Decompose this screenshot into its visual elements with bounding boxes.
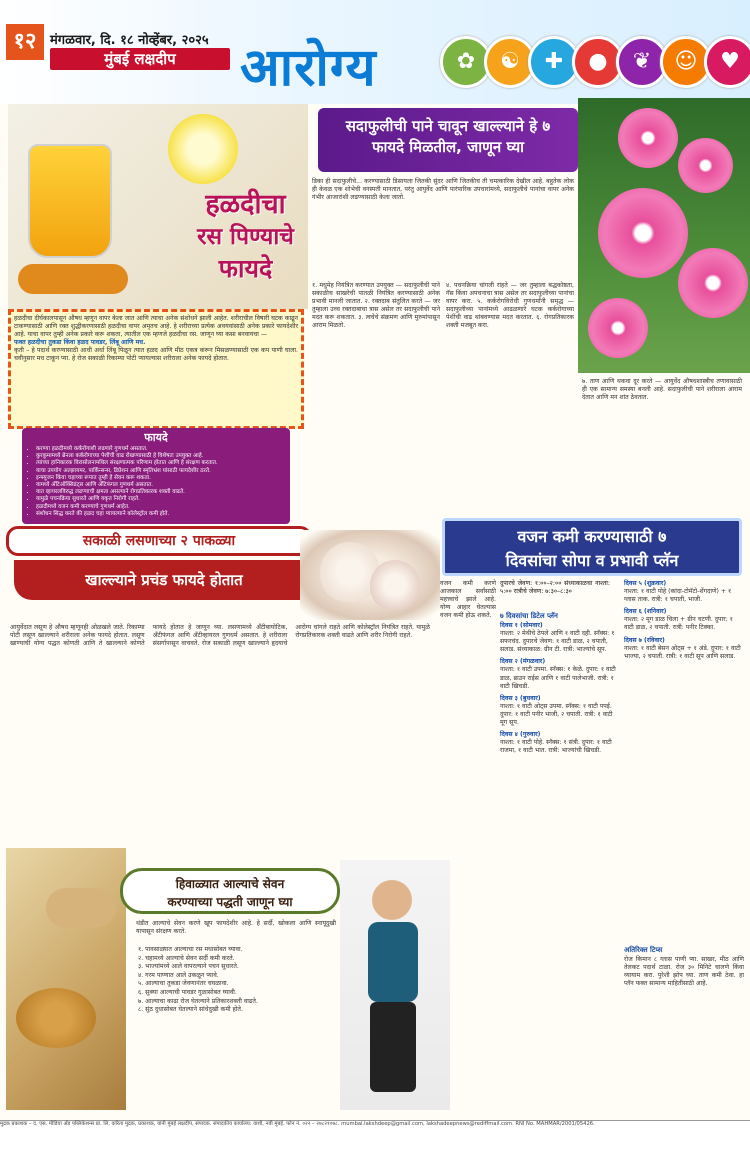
plan-day-title: दिवस ४ (गुरुवार) (500, 731, 541, 739)
health-icon-row (440, 36, 750, 96)
ginger-item: ६. सुक्या आल्याची पावडर गुळासोबत घ्यावी. (138, 988, 237, 996)
plan-day-text: नाश्ता: १ वाटी पोहे. स्नॅक्स: १ संत्री. दुपार: १ वाटी राजमा, १ वाटी भात. रात्री: भाज्यांची खिचडी. (500, 739, 612, 755)
benefit-item: • इन्फ्युजन किंवा चहाच्या रूपात तुम्ही हे सेवन करू शकता. (36, 475, 284, 482)
lemon-slice (168, 114, 238, 184)
plan-day (500, 695, 620, 727)
benefit-item: • कुरकुमामध्ये ब्रेनला कर्करोगाच्या पेशींची वाढ रोखण्यासाठी हे विशेषतः उपयुक्त आहे. (36, 453, 284, 460)
plan-day (624, 608, 744, 632)
periwinkle-headline: सदाफुलीची पाने चावून खाल्ल्याने हे ७ फायदे मिळतील, जाणून घ्या (318, 108, 578, 172)
weightloss-schedule: दुपारचे जेवण: १:००–२:०० संध्याकाळचा नाश्ता: ५:०० रात्रीचे जेवण: ७:३०–८:३० (500, 580, 610, 595)
fitness-icon: ✚ (528, 36, 580, 88)
newspaper-name: मुंबई लक्षदीप (50, 48, 230, 70)
periwinkle-photo (578, 98, 750, 373)
ginger-intro: थंडीत आल्याचे सेवन करणे खूप फायदेशीर आहे. हे सर्दी, खोकला आणि स्नायूदुखी यापासून संरक्षण करते. (136, 920, 336, 935)
benefit-item: • यामध्ये अँटिऑक्सिडंट्स आणि अँटिफंगल गुणधर्म असतात. (36, 482, 284, 489)
woman-measuring-tape-photo (340, 860, 450, 1110)
ginger-root (46, 888, 116, 928)
ginger-powder-bowl (16, 988, 96, 1048)
benefit-item: • हळदीमध्ये वजन कमी करण्याचे गुणधर्म आहेत. (36, 504, 284, 511)
turmeric-headline-1: हळदीचा (205, 189, 286, 220)
benefit-item: • संशोधन सिद्ध करते की हळद चहा प्यायल्याने कोलेस्ट्रॉल कमी होते. (36, 511, 284, 518)
section-title: आरोग्य (240, 37, 377, 98)
page-number: १२ (6, 24, 44, 60)
garlic-headline-1: सकाळी लसणाच्या २ पाकळ्या (6, 526, 312, 556)
plan-day (624, 637, 744, 661)
benefit-item: • याचा उपयोग अल्झायमर, पार्किन्सन्स, डिप्रेशन आणि स्मृतिभ्रंश यांसाठी फायदेशीर ठरते. (36, 468, 284, 475)
turmeric-body: हळदीचा दीर्घकालपासून औषध म्हणून वापर केला जात आणि त्याचा अनेक संशोधने झाली आहेत. शरीराचील विषारी घटक काढून टाकण्यासाठी आणि रक्त शुद्धीकरणासाठी हळदीचा वापर अमृतच आहे. हे शरीराच्या प्रत्येक अवयवांसाठी अनेक प्रकारे फायदेशीर आहे. याचा वापर तुम्ही अनेक प्रकारे करू शकता, त्यातील एक म्हणजे हळदीचा रस. जाणून घ्या कसा बनवायचा — (14, 315, 298, 338)
plan-day-title: दिवस ६ (शनिवार) (624, 608, 667, 616)
ginger-item: ८. सुंठ दुधासोबत घेतल्याने सांधेदुखी कमी होते. (138, 1006, 243, 1014)
garlic-body: आयुर्वेदात लसूण हे औषध म्हणूनही ओळखले जाते. रिकाम्या पोटी लसूण खाल्ल्याने शरीराला अनेक फायदे होतात. लसूण खाण्याची योग्य पद्धत कोणती आणि ते खाल्ल्याने कोणते फायदे होतात हे जाणून घ्या. लसणामध्ये अँटीबायोटिक, अँटीफंगल आणि अँटीव्हायरल गुणधर्म असतात. हे शरीराला संसर्गापासून वाचवते. रोज सकाळी लसूण खाल्ल्याने हृदयाचे आरोग्य चांगले राहते आणि कोलेस्ट्रॉल नियंत्रित राहते. यामुळे रोगप्रतिकारक शक्ती वाढते आणि शरीर निरोगी राहते. (10, 624, 430, 647)
plan-day-text: नाश्ता: १ वाटी उपमा. स्नॅक्स: १ केळे. दुपार: १ वाटी डाळ, ब्राउन राईस आणि १ वाटी पालेभाजी. रात्री: १ वाटी खिचडी. (500, 666, 616, 690)
garlic-headline-2: खाल्ल्याने प्रचंड फायदे होतात (14, 560, 314, 600)
periwinkle-points-right: ४. पचनक्रिया चांगली राहते — जर तुम्हाला बद्धकोष्ठता, गॅस किंवा अपचनाचा त्रास असेल तर सदाफुलीच्या पानांचा वापर करा. ५. कर्करोगविरोधी गुणधर्मांनी समृद्ध — सदाफुलीच्या पानांमध्ये आढळणारे घटक कर्करोगाच्या पेशींची वाढ थांबवण्यास मदत करतात. ६. रोगप्रतिकारक शक्ती मजबूत करा. (446, 282, 574, 329)
benefit-item: • यामुळे पचनक्रिया सुधारते आणि यकृत निरोगी राहते. (36, 496, 284, 503)
periwinkle-point-7: ७. ताण आणि थकवा दूर करते — आयुर्वेद औषधशास्त्रीच तणावासाठी ही एक सामान्य समस्या बनली आहे. सदाफुलीची पाने शरीराला आराम देतात आणि मन शांत ठेवतात. (582, 378, 742, 401)
turmeric-root (18, 264, 128, 294)
garlic-banner-area (6, 520, 316, 620)
weightloss-headline-1: वजन कमी करण्यासाठी ७ (517, 527, 667, 546)
turmeric-recipe-body: कृती – हे पदार्थ करण्यासाठी आधी अर्धा लिंबू पिळून त्यात हळद आणि मीठ एकत्र करून मिसळण्यासाठी एक कप पाणी घाला. चवीनुसार मध टाकून प्या. हे रोज सकाळी रिकाम्या पोटी प्यायल्यास शरीराला अनेक फायदे होतात. (14, 347, 298, 362)
juice-glass (28, 144, 112, 258)
plan-day-title: दिवस १ (सोमवार) (500, 622, 543, 629)
ginger-headline-2: करण्याच्या पद्धती जाणून घ्या (167, 895, 293, 909)
ginger-item: ४. गरम पाण्यात आले उकळून प्यावे. (138, 971, 219, 979)
plan-day-text: नाश्ता: २ मेथीचे ठेपले आणि १ वाटी दही. स्नॅक्स: १ सफरचंद. दुपारचे जेवण: १ वाटी डाळ, २ चपाती, सलाड. संध्याकाळ: ग्रीन टी. रात्री: भाज्यांचे सूप. (500, 630, 615, 654)
benefits-title: फायदे (144, 431, 168, 444)
heart-pulse-icon: ♥ (704, 36, 750, 88)
ginger-item: १. पावसाळ्यात आल्याचा रस मधासोबत घ्यावा. (138, 946, 243, 953)
ginger-list (130, 946, 348, 1015)
garlic-image (300, 530, 440, 620)
woman-top (368, 922, 418, 1002)
benefit-item: • यात व्हायरलविरुद्ध लढण्याची क्षमता असल्याने रोगप्रतिकारक शक्ती वाढते. (36, 489, 284, 496)
plan-day (500, 622, 620, 654)
periwinkle-points-left: १. मधुमेह नियंत्रित करण्यात उपयुक्त — सदाफुलीची पाने सकाळीच साखरेची पातळी नियंत्रित करण्यासाठी अनेक प्रभावी मानली जातात. २. रक्तदाब संतुलित करते — जर तुम्हाला उच्च रक्तदाबाचा त्रास असेल तर सदाफुलीची पाने मदत करू शकतात. ३. त्वचेचे संक्रमण आणि मुरुमांपासून आराम मिळतो. (312, 282, 440, 329)
plan-day (500, 731, 620, 755)
ginger-item: २. चहामध्ये आल्याचे सेवन सर्दी कमी करते. (138, 954, 235, 962)
plan-day-text: नाश्ता: १ वाटी पोहे (कांदा-टोमॅटो-शेंगदाणे) + १ ग्लास ताक. रात्री: १ चपाती, भाजी. (624, 588, 732, 604)
weightloss-tips-title: अतिरिक्त टिप्स (624, 946, 663, 954)
weightloss-tips: रोज किमान ८ ग्लास पाणी प्या. साखर, मीठ आणि तेलकट पदार्थ टाळा. रोज ३० मिनिटे चालणे किंवा व्यायाम करा. पुरेशी झोप घ्या. ताण कमी ठेवा. हा प्लॅन फक्त सामान्य माहितीसाठी आहे. (624, 956, 744, 987)
garlic-bulb-2 (370, 560, 420, 610)
masthead (0, 0, 750, 104)
plan-day-title: दिवस ७ (रविवार) (624, 636, 665, 644)
weightloss-headline-2: दिवसांचा सोपा व प्रभावी प्लॅन (505, 551, 679, 570)
woman-head (372, 880, 412, 920)
ginger-image (6, 848, 126, 1110)
benefit-item: • करण्या हळदीमध्ये कर्करोगाशी लढणारे गुणधर्म असतात. (36, 446, 284, 453)
turmeric-recipe-link: फक्त हळदीचा तुकडा किंवा हळद पावडर, लिंबू आणि मध. (14, 339, 146, 346)
ginger-headline-1: हिवाळ्यात आल्याचे सेवन (175, 877, 285, 891)
pills-icon: ● (572, 36, 624, 88)
ginger-item: ५. आल्याचा तुकडा जेवणानंतर चघळावा. (138, 980, 229, 988)
human-figure-icon: ☺ (660, 36, 712, 88)
footer-imprint: मुद्रक प्रकाशक – द. एस. मीडिया अँड पब्लिकेशन्स प्रा. लि. करिता मुद्रक, प्रकाशक, यांनी मुंबई लक्षदीप, संपादक. संपादकीय कार्यालय: वाशी, नवी मुंबई. फोन नं. ०२२ – २७८२१०७८. mumbai.lakshdeep@gmail.com, lakshadeepnews@rediffmail.com. RNI No. MAHMAR/2001/05426. (0, 1120, 750, 1149)
turmeric-headline-3: फायदे (218, 254, 273, 283)
plan-day-text: नाश्ता: १ वाटी बेसन ओट्स + १ अंडे. दुपार: १ वाटी भाज्या, २ चपाती. रात्री: १ वाटी सूप आणि सलाड. (624, 644, 741, 660)
issue-date: मंगळवार, दि. १८ नोव्हेंबर, २०२५ (50, 33, 209, 48)
benefit-item: • त्यांच्या हानिकारक विरासोलनामधिल संरक्षणात्मक परिणाम होतात आणि हे संरक्षण करतात. (36, 460, 284, 467)
weightloss-intro: वजन कमी करणे आजकाल सर्वांसाठी महत्त्वाचे झाले आहे. योग्य आहार घेतल्यास वजन कमी होऊ शकते. (440, 580, 496, 619)
woman-pants (370, 1002, 416, 1092)
plan-day-title: दिवस ३ (बुधवार) (500, 694, 541, 702)
benefits-list (28, 446, 284, 518)
plan-day-title: दिवस ५ (शुक्रवार) (624, 580, 667, 587)
weightloss-daily-title: ७ दिवसांचा डिटेल प्लॅन (500, 612, 558, 620)
plan-day-title: दिवस २ (मंगळवार) (500, 658, 546, 666)
plan-day (500, 658, 620, 690)
periwinkle-intro: डिका ही सदाफुलीचे... करण्यासाठी डिसायला जितकी सुंदर आणि जितकीच ती चमत्कारिक देखील आहे. बहुतेक लोक ही केवळ एक शोभेची वनस्पती मानतात, परंतु आयुर्वेद आणि पारंपारिक उपचारांमध्ये, सदाफुलीचे पानांचा वापर अनेक गंभीर आजारांशी लढण्यासाठी केला जातो. (312, 178, 574, 201)
turmeric-headline-2: रस पिण्याचे (197, 223, 294, 250)
plan-day-text: नाश्ता: २ मूग डाळ चिला + ग्रीन चटणी. दुपार: १ वाटी डाळ, २ चपाती. रात्री: पनीर टिक्का. (624, 616, 733, 632)
plan-day-text: नाश्ता: १ वाटी ओट्स उपमा. स्नॅक्स: १ वाटी पपई. दुपार: १ वाटी पनीर भाजी, २ चपाती. रात्री: १ वाटी मूग सूप. (500, 702, 613, 727)
ginger-item: ३. भाज्यांमध्ये आले वापरल्याने पचन सुधारते. (138, 963, 239, 971)
weightloss-days-col-1 (500, 622, 620, 1112)
ginger-headline (120, 868, 340, 914)
apple-icon: ❦ (616, 36, 668, 88)
weightloss-headline (442, 518, 742, 576)
plan-day (624, 580, 744, 604)
meditation-icon: ☯ (484, 36, 536, 88)
benefits-box (22, 428, 290, 524)
turmeric-article (8, 309, 304, 429)
turmeric-image (8, 104, 308, 309)
ginger-item: ७. आल्याचा काढा रोज घेतल्याने प्रतिकारशक्ती वाढते. (138, 997, 258, 1005)
salad-icon: ✿ (440, 36, 492, 88)
